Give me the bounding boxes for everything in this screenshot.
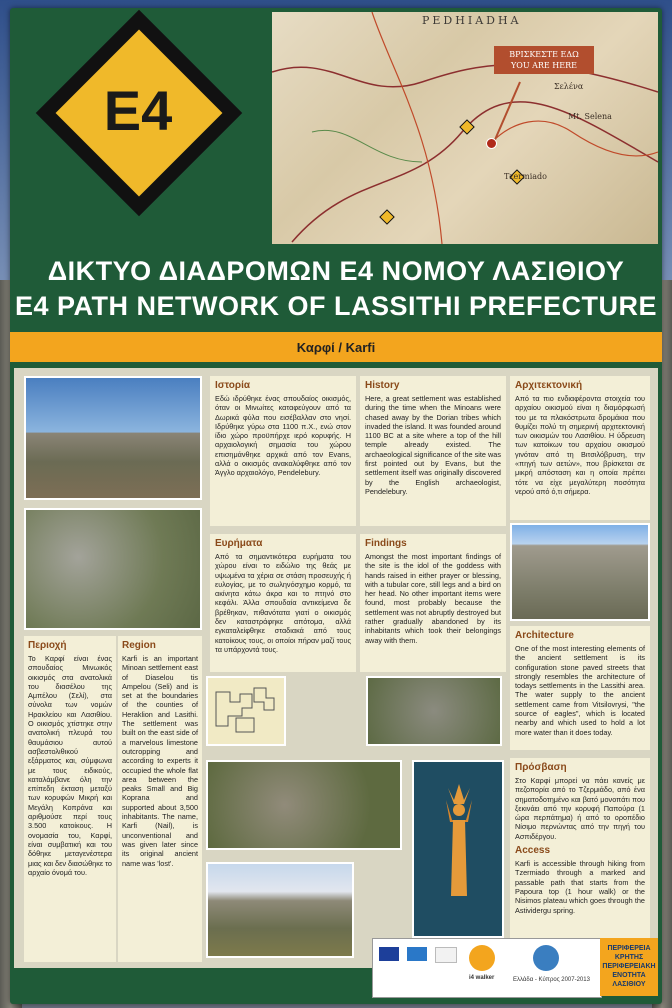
history-gr-panel — [210, 376, 356, 526]
map-region-label: PEDHIADHA — [422, 14, 522, 27]
findings-gr-heading: Ευρήματα — [215, 538, 263, 549]
access-gr-heading: Πρόσβαση — [515, 762, 567, 773]
location-pin-icon — [486, 138, 497, 149]
history-en-text: Here, a great settlement was established during the time when the Minoans were chased away by the Dorian tribes which invaded the island. It was founded around 1100 BC at a site where a top of the hill temple already existed. The archaeological significance of the site was first pointed out by Evans, but the settlement itself was originally discovered by the English archaeologist, Pendelebury. — [365, 394, 501, 496]
map-town: Mt. Selena — [568, 112, 612, 121]
ribbon-label: Καρφί / Karfi — [296, 340, 376, 355]
photo-landscape — [510, 523, 650, 621]
architecture-en-panel — [510, 626, 650, 750]
region-line-4: ΕΝΟΤΗΤΑ — [612, 972, 646, 979]
region-gr-panel — [24, 636, 116, 962]
architecture-en-text: One of the most interesting elements of the ancient settlement is its configuration stone paved streets that strongly resembles the architecture of todays settlements in the Lassithi area. The water supply to the ancient settlement came from Vitsilovrysi, "the source of eagles", which is located nearby and which used to hold a lot more water than it does today. — [515, 644, 645, 737]
access-panel — [510, 758, 650, 938]
site-plan-drawing — [206, 676, 286, 746]
i4walker-label: i4 walker — [469, 975, 495, 981]
region-line-1: ΠΕΡΙΦΕΡΕΙΑ — [607, 945, 651, 952]
map-town: Tzermiado — [504, 172, 547, 181]
region-line-5: ΛΑΣΙΘΙΟΥ — [612, 981, 646, 988]
site-plan-icon — [208, 678, 284, 744]
region-authority-logo — [600, 938, 658, 996]
location-ribbon — [10, 332, 662, 362]
history-gr-heading: Ιστορία — [215, 380, 251, 391]
findings-gr-text: Από τα σημαντικότερα ευρήματα του χώρου είναι το ειδώλιο της θεάς με υψωμένα τα χέρια σε στάση προσευχής ή ευλογίας, με το σωληνόσχημο κορμό, τα ακίνητα κάτω άκρα και το πτηνό στο κεφάλι. Άλλα σπουδαία αντικείμενα δε βρέθηκαν, πιθανότατα γιατί ο οικισμός δεν καταστράφηκε απότομα, αλλά εγκαταλείφθηκε σταδιακά από τους κατοίκους τους, οι οποίοι πήραν μαζί τους τα υπάρχοντά τους. — [215, 552, 351, 654]
history-en-panel — [360, 376, 506, 526]
e4-logo-text: E4 — [103, 79, 173, 142]
content-area — [14, 368, 658, 968]
photo-mountains — [206, 862, 354, 958]
goddess-figure-icon — [444, 780, 474, 900]
access-gr-text: Στο Καρφί μπορεί να πάει κανείς με πεζοπορία από το Τζερμιάδο, από ένα σηματοδοτημένο και βατό μονοπάτι που ξεκινάει από την κορυφή Παπούρα (1 ώρα περπάτημα) ή από το οροπέδιο Νίσιμο περνώντας από την πηγή του Ασπιδέργου. — [515, 776, 645, 841]
photo-ruins — [24, 508, 202, 630]
region-en-panel — [118, 636, 202, 962]
you-are-here-en: YOU ARE HERE — [511, 61, 577, 70]
title-english: E4 PATH NETWORK OF LASSITHI PREFECTURE — [14, 291, 658, 321]
region-line-2: ΚΡΗΤΗΣ — [614, 954, 644, 961]
map-town: Σελένα — [554, 82, 584, 91]
photo-ruins-2 — [206, 760, 402, 850]
architecture-en-heading: Architecture — [515, 630, 574, 641]
region-en-text: Karfi is an important Minoan settlement east of Diaselou tis Ampelou (Seli) and is set at the boundaries of the counties of Heraklion and Lasithi. The settlement was built on the east side of a marvelous limestone outcropping and according to experts it occupied the whole flat area between the peaks Small and Big Koprana and supported about 3,500 inhabitants. The name, Karfi (Nail), is unconventional and was given later since its original ancient name was 'lost'. — [122, 654, 198, 868]
funding-logos — [372, 938, 602, 998]
architecture-gr-heading: Αρχιτεκτονική — [515, 380, 583, 391]
history-en-heading: History — [365, 380, 400, 391]
region-gr-heading: Περιοχή — [28, 640, 67, 651]
architecture-gr-text: Από τα πιο ενδιαφέροντα στοιχεία του αρχαίου οικισμού είναι η διαμόρφωσή του με τα πλακόστρωτα δρομάκια που θυμίζει πολύ τη σημερινή αρχιτεκτονική των οικισμών του Λασιθίου. Η ύδρευση των κατοίκων του αρχαίου οικισμού γινόταν από τη Βιτσιλόβρυση, την «πηγή των αετών», που βρίσκεται σε μικρή απόσταση και η οποία πρέπει τότε να είχε μεγαλύτερη ποσότητα νερού από ό,τι σήμερα. — [515, 394, 645, 496]
findings-en-heading: Findings — [365, 538, 407, 549]
findings-en-panel — [360, 534, 506, 672]
history-gr-text: Εδώ ιδρύθηκε ένας σπουδαίος οικισμός, όταν οι Μινωίτες καταφεύγουν από τα Δωρικά φύλα που εισέβαλλαν στο νησί. Ιδρύθηκε γύρω στα 1100 π.Χ., ενώ στον ίδιο χώρο προϋπήρχε ιερό κορυφής. Η αρχαιολογική σημασία του χώρου επισημάνθηκε αρχικά από τον Evans, αλλά ο οικισμός ανακαλύφθηκε από τον Άγγλο αρχαιολόγο, Pendelebury. — [215, 394, 351, 478]
map-lines-icon — [272, 12, 658, 244]
findings-en-text: Amongst the most important findings of the site is the idol of the goddess with hands raised in either prayer or blessing, with a tubular core, still legs and a bird on her head. No other important items were found, most probably because the settlement was not abruptly destroyed but rather gradually abandoned by its inhabitants which took their belongings away with them. — [365, 552, 501, 645]
title-greek: ΔΙΚΤΥΟ ΔΙΑΔΡΟΜΩΝ Ε4 ΝΟΜΟΥ ΛΑΣΙΘΙΟΥ — [47, 256, 625, 286]
programme-logo-icon — [533, 945, 559, 971]
region-en-heading: Region — [122, 640, 156, 651]
you-are-here-label — [494, 46, 594, 74]
region-gr-text: Το Καρφί είναι ένας σπουδαίος Μινωικός οικισμός στα ανατολικά του διασέλου της Αμπέλου (Σελί), στα σύνολα των νομών Ηρακλείου και Λασιθίου. Ο οικισμός χτίστηκε στην ανατολική πλευρά του θαυμάσιου αυτού ασβεστολιθικού εξάρματος και, σύμφωνα με τους ειδικούς, καταλάμβανε όλη την επίπεδη έκταση μεταξύ των κορυφών Μικρή και Μεγάλη Κοπράνα και αριθμούσε περί τους 3.500 κατοίκους. Η ονομασία του, Καρφί, είναι συμβατική και του δόθηκε μεταγενέστερα μιας και δεν διασώθηκε το αρχαίο όνομά του. — [28, 654, 112, 877]
greece-flag-icon — [407, 947, 427, 961]
e4-info-sign — [10, 8, 662, 1004]
photo-karfi-peak — [24, 376, 202, 500]
findings-gr-panel — [210, 534, 356, 672]
trail-map — [272, 12, 658, 244]
you-are-here-gr: ΒΡΙΣΚΕΣΤΕ ΕΔΩ — [509, 50, 579, 59]
region-line-3: ΠΕΡΙΦΕΡΕΙΑΚΗ — [602, 963, 656, 970]
programme-caption: Ελλάδα - Κύπρος 2007-2013 — [513, 977, 590, 983]
architecture-gr-panel — [510, 376, 650, 520]
photo-goddess-idol — [412, 760, 504, 938]
photo-stones — [366, 676, 502, 746]
cyprus-flag-icon — [435, 947, 457, 963]
access-en-heading: Access — [515, 845, 551, 857]
eu-flag-icon — [379, 947, 399, 961]
i4walker-logo-icon — [469, 945, 495, 971]
access-en-text: Karfi is accessible through hiking from Tzermiado through a marked and passable path that starts from the Papoura top (1 hour walk) or the Nisimos plateau which goes through the Astividergu spring. — [515, 859, 645, 915]
